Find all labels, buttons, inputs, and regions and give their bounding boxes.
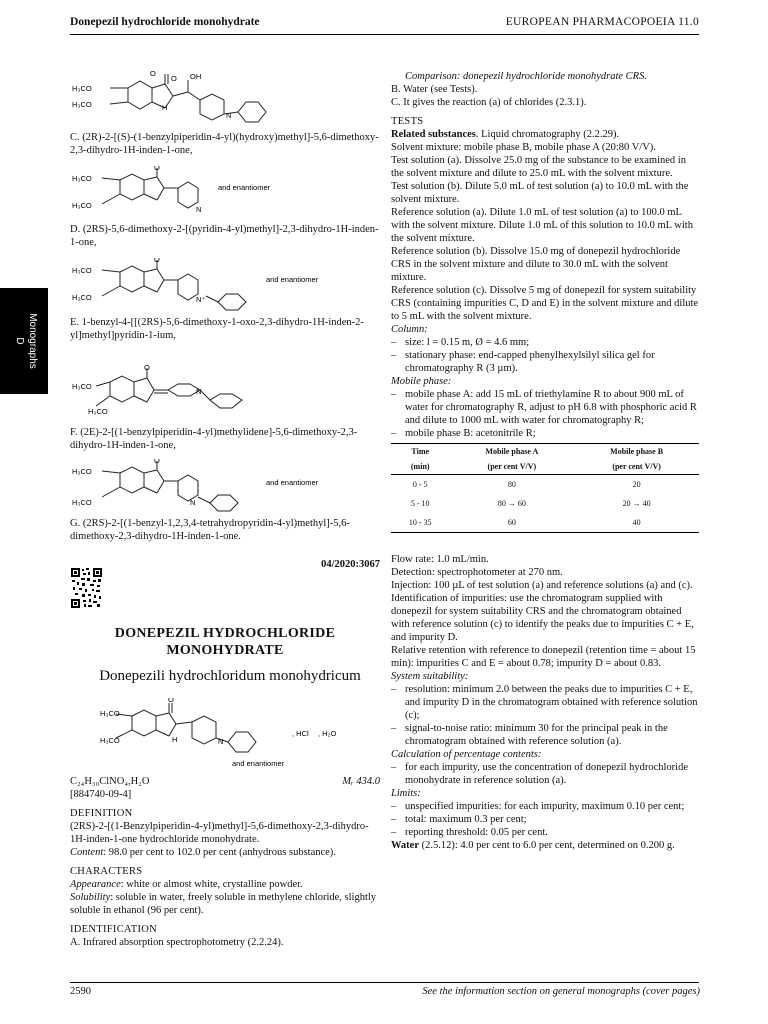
oxygen-label: O	[168, 698, 174, 704]
reference-solution-c: Reference solution (c). Dissolve 5 mg of donepezil for system suitability CRS (containing impurities C, D and E) in the solvent mixture and dilute to 5 mL with the solvent mixture.	[391, 285, 699, 322]
water-label: , H₂O	[318, 729, 337, 738]
methoxy-label: H₃CO	[72, 467, 92, 476]
enantiomer-note: and enantiomer	[232, 759, 285, 768]
monographs-tab	[0, 288, 48, 394]
qr-code	[71, 568, 102, 608]
table-subheader-mpa: (per cent V/V)	[449, 459, 574, 475]
comparison-text: Comparison: donepezil hydrochloride monohydrate CRS.	[405, 71, 647, 82]
methoxy-label: H₃CO	[72, 382, 92, 391]
tests-heading: TESTS	[391, 116, 424, 127]
header-pharmacopoeia: EUROPEAN PHARMACOPOEIA 11.0	[505, 16, 699, 28]
related-substances-label: Related substances	[391, 129, 476, 140]
methoxy-label: H₃CO	[72, 293, 92, 302]
limit-unspecified: – unspecified impurities: for each impurity, maximum 0.10 per cent;	[391, 800, 700, 813]
title-line-1: DONEPEZIL HYDROCHLORIDE	[114, 626, 336, 641]
footer-note: See the information section on general monographs (cover pages)	[422, 986, 700, 997]
oxygen-label: O	[171, 74, 177, 83]
table-cell: 80 → 60	[497, 499, 526, 508]
structure-impurity-g	[70, 459, 350, 515]
solubility-text: : soluble in water, freely soluble in methylene chloride, slightly soluble in ethanol (96 per cent).	[70, 892, 377, 916]
molecular-mass: Mᵣ 434.0	[342, 776, 380, 787]
table-subheader-time: (min)	[391, 459, 449, 475]
enantiomer-note: and enantiomer	[266, 275, 319, 284]
impurity-f-name: F. (2E)-2-[(1-benzylpiperidin-4-yl)methylidene]-5,6-dimethoxy-2,3-dihydro-1H-inden-1-one,	[70, 427, 358, 451]
table-cell: 80	[507, 480, 516, 489]
tab-label: Monographs	[27, 313, 38, 369]
table-header-time: Time	[391, 444, 449, 460]
impurity-g-name: G. (2RS)-2-[(1-benzyl-1,2,3,4-tetrahydropyridin-4-yl)methyl]-5,6-dimethoxy-2,3-dihydro-1H-inden-1-one.	[70, 518, 350, 542]
table-subheader-mpb: (per cent V/V)	[574, 459, 699, 475]
content-text: : 98.0 per cent to 102.0 per cent (anhydrous substance).	[103, 847, 336, 858]
table-cell: 10 - 35	[391, 513, 449, 533]
header-title: Donepezil hydrochloride monohydrate	[70, 16, 260, 28]
appearance-label: Appearance	[70, 879, 121, 890]
nitrogen-label: N	[226, 111, 232, 120]
tab-letter: D	[14, 337, 25, 345]
identification-a: A. Infrared absorption spectrophotometry (2.2.24).	[70, 937, 284, 948]
injection: Injection: 100 µL of test solution (a) and reference solutions (a) and (c).	[391, 580, 693, 591]
table-header-mpa: Mobile phase A	[449, 444, 574, 460]
methoxy-label: H₃CO	[72, 100, 92, 109]
structure-impurity-e	[70, 258, 350, 312]
methoxy-label: H₃CO	[72, 84, 92, 93]
hydrogen-label: H	[162, 103, 168, 112]
oxygen-label: O	[150, 69, 156, 78]
content-label: Content	[70, 847, 104, 858]
identification-heading: IDENTIFICATION	[70, 924, 158, 935]
solubility-label: Solubility	[70, 892, 111, 903]
gradient-table	[391, 443, 699, 533]
nitrogen-label: N	[190, 498, 196, 507]
enantiomer-note: and enantiomer	[218, 183, 271, 192]
methoxy-label: H₃CO	[88, 407, 108, 416]
structure-donepezil	[100, 698, 380, 770]
impurity-c-name: C. (2R)-2-[(S)-(1-benzylpiperidin-4-yl)(hydroxy)methyl]-5,6-dimethoxy-2,3-dihydro-1H-inden-1-one,	[70, 132, 379, 156]
footer-rule	[70, 982, 699, 983]
mobile-phase-b: – mobile phase B: acetonitrile R;	[391, 427, 700, 440]
nitrogen-label: N	[218, 737, 224, 746]
table-cell: 0 - 5	[412, 480, 428, 489]
methoxy-label: H₃CO	[72, 174, 92, 183]
table-row	[391, 494, 699, 513]
methoxy-label: H₃CO	[72, 498, 92, 507]
cas-number: [884740-09-4]	[70, 789, 132, 800]
page-number: 2590	[70, 986, 91, 997]
identification-c: C. It gives the reaction (a) of chlorides (2.3.1).	[391, 97, 587, 108]
table-cell: 40	[574, 513, 699, 533]
methoxy-label: H₃CO	[72, 266, 92, 275]
methoxy-label: H₃CO	[72, 201, 92, 210]
hydrogen-label: H	[172, 735, 178, 744]
identification-b: B. Water (see Tests).	[391, 84, 478, 95]
flow-rate: Flow rate: 1.0 mL/min.	[391, 554, 489, 565]
monograph-title	[70, 625, 380, 659]
column-heading: Column:	[391, 324, 428, 335]
methoxy-label: H₃CO	[100, 709, 120, 718]
relative-retention: Relative retention with reference to donepezil (retention time = about 15 min): impurities C and E = about 0.78; impurity D = about 0.83.	[391, 645, 696, 669]
latin-title: Donepezili hydrochloridum monohydricum	[99, 668, 361, 684]
detection: Detection: spectrophotometer at 270 nm.	[391, 567, 563, 578]
solvent-mixture: Solvent mixture: mobile phase B, mobile phase A (20:80 V/V).	[391, 142, 656, 153]
oxygen-label: O	[154, 166, 160, 172]
limit-total: – total: maximum 0.3 per cent;	[391, 813, 700, 826]
mobile-phase-a: – mobile phase A: add 15 mL of triethylamine R to about 900 mL of water for chromatography R, adjust to pH 6.8 with phosphoric acid R and dilute to 1000 mL with water for chromatography R;	[391, 388, 700, 427]
appearance-text: : white or almost white, crystalline powder.	[120, 879, 303, 890]
table-header-mpb: Mobile phase B	[574, 444, 699, 460]
hcl-label: , HCl	[292, 729, 309, 738]
column-size: – size: l = 0.15 m, Ø = 4.6 mm;	[391, 336, 700, 349]
nitrogen-cation-label: N⁺	[196, 295, 206, 304]
table-row	[391, 513, 699, 533]
right-text-block	[391, 70, 700, 852]
test-solution-a: Test solution (a). Dissolve 25.0 mg of the substance to be examined in the solvent mixture and dilute to 25.0 mL with the solvent mixture.	[391, 155, 686, 179]
impurity-d-name: D. (2RS)-5,6-dimethoxy-2-[(pyridin-4-yl)methyl]-2,3-dihydro-1H-inden-1-one,	[70, 224, 379, 248]
calculation-item: – for each impurity, use the concentration of donepezil hydrochloride monohydrate in reference solution (a).	[391, 761, 700, 787]
hydroxy-label: OH	[190, 72, 202, 81]
stationary-phase: – stationary phase: end-capped phenylhexylsilyl silica gel for chromatography R (3 µm).	[391, 349, 700, 375]
calculation-heading: Calculation of percentage contents:	[391, 749, 542, 760]
running-header	[70, 14, 699, 35]
table-cell: 20	[632, 480, 641, 489]
oxygen-label: O	[154, 459, 160, 465]
mobile-phase-heading: Mobile phase:	[391, 376, 452, 387]
structure-impurity-f	[70, 364, 270, 420]
limit-reporting: – reporting threshold: 0.05 per cent.	[391, 826, 700, 839]
resolution: – resolution: minimum 2.0 between the peaks due to impurities C + E, and impurity D in the chromatogram obtained with reference solution (c);	[391, 683, 700, 722]
oxygen-label: O	[144, 364, 150, 372]
structure-impurity-c	[70, 66, 270, 132]
water-label: Water	[391, 840, 419, 851]
identification-of-impurities: Identification of impurities: use the chromatogram supplied with donepezil for system suitability CRS and the chromatogram obtained with reference solution (c) to identify the peaks due to impurities C + E, and impurity D.	[391, 593, 694, 643]
oxygen-label: O	[154, 258, 160, 264]
title-line-2: MONOHYDRATE	[166, 643, 284, 658]
monograph-code: 04/2020:3067	[321, 559, 380, 570]
reference-solution-a: Reference solution (a). Dilute 1.0 mL of test solution (a) to 100.0 mL with the solvent mixture. Dilute 1.0 mL of this solution to 10.0 mL with the solvent mixture.	[391, 207, 693, 244]
nitrogen-label: N	[196, 205, 202, 214]
definition-heading: DEFINITION	[70, 808, 133, 819]
definition-text: (2RS)-2-[(1-Benzylpiperidin-4-yl)methyl]-5,6-dimethoxy-2,3-dihydro-1H-inden-1-one hydrochloride monohydrate.	[70, 821, 369, 845]
limits-heading: Limits:	[391, 788, 421, 799]
table-row	[391, 475, 699, 495]
table-cell: 5 - 10	[410, 499, 430, 508]
reference-solution-b: Reference solution (b). Dissolve 15.0 mg of donepezil hydrochloride CRS in the solvent mixture and dilute to 30.0 mL with the solvent mixture.	[391, 246, 681, 283]
impurity-e-name: E. 1-benzyl-4-[[(2RS)-5,6-dimethoxy-1-oxo-2,3-dihydro-1H-inden-2-yl]methyl]pyridin-1-ium,	[70, 317, 364, 341]
system-suitability-heading: System suitability:	[391, 671, 469, 682]
left-text-block	[70, 775, 380, 949]
related-substances-text: . Liquid chromatography (2.2.29).	[475, 129, 620, 140]
methoxy-label: H₃CO	[100, 736, 120, 745]
nitrogen-label: N	[196, 387, 202, 396]
test-solution-b: Test solution (b). Dilute 5.0 mL of test solution (a) to 10.0 mL with the solvent mixture.	[391, 181, 689, 205]
molecular-formula: C₂₄H₃₀ClNO₄,H₂O	[70, 776, 150, 787]
signal-to-noise: – signal-to-noise ratio: minimum 30 for the principal peak in the chromatogram obtained with reference solution (a).	[391, 722, 700, 748]
enantiomer-note: and enantiomer	[266, 478, 319, 487]
characters-heading: CHARACTERS	[70, 866, 143, 877]
water-text: (2.5.12): 4.0 per cent to 6.0 per cent, determined on 0.200 g.	[419, 840, 675, 851]
table-cell: 60	[449, 513, 574, 533]
table-cell: 20 → 40	[622, 499, 651, 508]
structure-impurity-d	[70, 166, 310, 216]
